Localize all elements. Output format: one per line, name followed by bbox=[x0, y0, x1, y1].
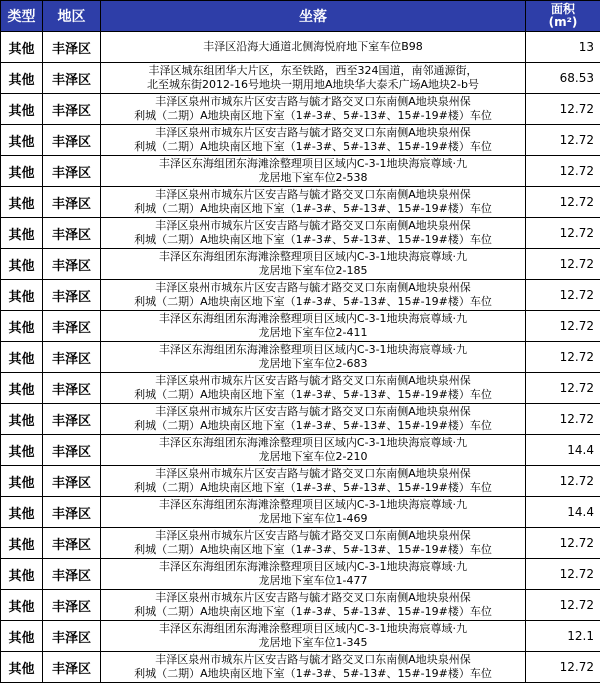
row-area-cell: 12.72 bbox=[526, 466, 600, 497]
row-region-cell: 丰泽区 bbox=[43, 652, 101, 683]
row-location-cell: 丰泽区泉州市城东片区安吉路与毓才路交叉口东南侧A地块泉州保 利城（二期）A地块南区地下室（1#-3#、5#-13#、15#-19#楼）车位 bbox=[101, 373, 526, 404]
row-region-cell: 丰泽区 bbox=[43, 280, 101, 311]
header-type: 类型 bbox=[1, 1, 43, 32]
table-row bbox=[1, 435, 600, 466]
table-row bbox=[1, 311, 600, 342]
row-area-cell: 12.72 bbox=[526, 187, 600, 218]
row-region-cell: 丰泽区 bbox=[43, 373, 101, 404]
table-row bbox=[1, 559, 600, 590]
row-area-cell: 12.72 bbox=[526, 528, 600, 559]
row-region-cell: 丰泽区 bbox=[43, 435, 101, 466]
row-area-cell: 12.72 bbox=[526, 373, 600, 404]
row-type-cell: 其他 bbox=[1, 466, 43, 497]
row-location-cell: 丰泽区泉州市城东片区安吉路与毓才路交叉口东南侧A地块泉州保 利城（二期）A地块南区地下室（1#-3#、5#-13#、15#-19#楼）车位 bbox=[101, 94, 526, 125]
row-type-cell: 其他 bbox=[1, 528, 43, 559]
row-type-cell: 其他 bbox=[1, 280, 43, 311]
header-area-label: 面积 bbox=[550, 2, 575, 16]
row-type-cell: 其他 bbox=[1, 311, 43, 342]
row-type-cell: 其他 bbox=[1, 404, 43, 435]
row-area-cell: 12.1 bbox=[526, 621, 600, 652]
row-location-cell: 丰泽区泉州市城东片区安吉路与毓才路交叉口东南侧A地块泉州保 利城（二期）A地块南区地下室（1#-3#、5#-13#、15#-19#楼）车位 bbox=[101, 466, 526, 497]
row-region-cell: 丰泽区 bbox=[43, 404, 101, 435]
row-area-cell: 12.72 bbox=[526, 652, 600, 683]
header-area-unit: (m²) bbox=[548, 15, 578, 29]
row-region-cell: 丰泽区 bbox=[43, 528, 101, 559]
row-type-cell: 其他 bbox=[1, 187, 43, 218]
row-type-cell: 其他 bbox=[1, 125, 43, 156]
row-area-cell: 12.72 bbox=[526, 249, 600, 280]
row-area-cell: 14.4 bbox=[526, 497, 600, 528]
table-row bbox=[1, 497, 600, 528]
row-location-cell: 丰泽区泉州市城东片区安吉路与毓才路交叉口东南侧A地块泉州保 利城（二期）A地块南区地下室（1#-3#、5#-13#、15#-19#楼）车位 bbox=[101, 125, 526, 156]
row-area-cell: 12.72 bbox=[526, 218, 600, 249]
row-region-cell: 丰泽区 bbox=[43, 249, 101, 280]
row-location-cell: 丰泽区泉州市城东片区安吉路与毓才路交叉口东南侧A地块泉州保 利城（二期）A地块南区地下室（1#-3#、5#-13#、15#-19#楼）车位 bbox=[101, 404, 526, 435]
row-region-cell: 丰泽区 bbox=[43, 621, 101, 652]
row-area-cell: 13 bbox=[526, 32, 600, 63]
row-region-cell: 丰泽区 bbox=[43, 497, 101, 528]
row-type-cell: 其他 bbox=[1, 342, 43, 373]
header-row bbox=[1, 1, 600, 32]
table-row bbox=[1, 32, 600, 63]
table-row bbox=[1, 528, 600, 559]
header-location: 坐落 bbox=[101, 1, 526, 32]
row-region-cell: 丰泽区 bbox=[43, 590, 101, 621]
row-region-cell: 丰泽区 bbox=[43, 559, 101, 590]
row-type-cell: 其他 bbox=[1, 590, 43, 621]
table-row bbox=[1, 125, 600, 156]
row-location-cell: 丰泽区沿海大通道北侧海悦府地下室车位B98 bbox=[101, 32, 526, 63]
row-region-cell: 丰泽区 bbox=[43, 63, 101, 94]
table-row bbox=[1, 249, 600, 280]
row-type-cell: 其他 bbox=[1, 156, 43, 187]
row-location-cell: 丰泽区东海组团东海滩涂整理项目区域内C-3-1地块海宸尊域·九 龙居地下室车位1-469 bbox=[101, 497, 526, 528]
row-type-cell: 其他 bbox=[1, 94, 43, 125]
row-location-cell: 丰泽区东海组团东海滩涂整理项目区域内C-3-1地块海宸尊域·九 龙居地下室车位1-477 bbox=[101, 559, 526, 590]
table-row bbox=[1, 466, 600, 497]
row-location-cell: 丰泽区东海组团东海滩涂整理项目区域内C-3-1地块海宸尊域·九 龙居地下室车位2-210 bbox=[101, 435, 526, 466]
row-region-cell: 丰泽区 bbox=[43, 156, 101, 187]
row-location-cell: 丰泽区东海组团东海滩涂整理项目区域内C-3-1地块海宸尊域·九 龙居地下室车位2-538 bbox=[101, 156, 526, 187]
row-region-cell: 丰泽区 bbox=[43, 311, 101, 342]
header-area bbox=[526, 1, 600, 32]
row-location-cell: 丰泽区东海组团东海滩涂整理项目区域内C-3-1地块海宸尊域·九 龙居地下室车位2-683 bbox=[101, 342, 526, 373]
row-type-cell: 其他 bbox=[1, 559, 43, 590]
row-area-cell: 12.72 bbox=[526, 280, 600, 311]
row-area-cell: 12.72 bbox=[526, 94, 600, 125]
row-area-cell: 12.72 bbox=[526, 125, 600, 156]
row-type-cell: 其他 bbox=[1, 32, 43, 63]
table-row bbox=[1, 280, 600, 311]
row-type-cell: 其他 bbox=[1, 63, 43, 94]
table-row bbox=[1, 373, 600, 404]
row-location-cell: 丰泽区泉州市城东片区安吉路与毓才路交叉口东南侧A地块泉州保 利城（二期）A地块南区地下室（1#-3#、5#-13#、15#-19#楼）车位 bbox=[101, 187, 526, 218]
row-area-cell: 12.72 bbox=[526, 156, 600, 187]
row-region-cell: 丰泽区 bbox=[43, 94, 101, 125]
row-area-cell: 68.53 bbox=[526, 63, 600, 94]
table-row bbox=[1, 652, 600, 683]
row-type-cell: 其他 bbox=[1, 249, 43, 280]
row-type-cell: 其他 bbox=[1, 218, 43, 249]
header-region: 地区 bbox=[43, 1, 101, 32]
table-row bbox=[1, 621, 600, 652]
row-region-cell: 丰泽区 bbox=[43, 218, 101, 249]
row-location-cell: 丰泽区泉州市城东片区安吉路与毓才路交叉口东南侧A地块泉州保 利城（二期）A地块南区地下室（1#-3#、5#-13#、15#-19#楼）车位 bbox=[101, 280, 526, 311]
row-type-cell: 其他 bbox=[1, 652, 43, 683]
row-area-cell: 12.72 bbox=[526, 342, 600, 373]
row-location-cell: 丰泽区城东组团华大片区，东至铁路，西至324国道，南邻通源街， 北至城东街2012-16号地块一期用地A地块华大泰禾广场A地块2-b号 bbox=[101, 63, 526, 94]
table-row bbox=[1, 218, 600, 249]
row-type-cell: 其他 bbox=[1, 373, 43, 404]
row-location-cell: 丰泽区泉州市城东片区安吉路与毓才路交叉口东南侧A地块泉州保 利城（二期）A地块南区地下室（1#-3#、5#-13#、15#-19#楼）车位 bbox=[101, 590, 526, 621]
row-location-cell: 丰泽区东海组团东海滩涂整理项目区域内C-3-1地块海宸尊域·九 龙居地下室车位2-411 bbox=[101, 311, 526, 342]
table-row bbox=[1, 156, 600, 187]
row-area-cell: 12.72 bbox=[526, 404, 600, 435]
table-row bbox=[1, 63, 600, 94]
table-row bbox=[1, 590, 600, 621]
row-location-cell: 丰泽区东海组团东海滩涂整理项目区域内C-3-1地块海宸尊域·九 龙居地下室车位1-345 bbox=[101, 621, 526, 652]
row-area-cell: 14.4 bbox=[526, 435, 600, 466]
row-location-cell: 丰泽区泉州市城东片区安吉路与毓才路交叉口东南侧A地块泉州保 利城（二期）A地块南区地下室（1#-3#、5#-13#、15#-19#楼）车位 bbox=[101, 528, 526, 559]
row-location-cell: 丰泽区泉州市城东片区安吉路与毓才路交叉口东南侧A地块泉州保 利城（二期）A地块南区地下室（1#-3#、5#-13#、15#-19#楼）车位 bbox=[101, 652, 526, 683]
row-region-cell: 丰泽区 bbox=[43, 32, 101, 63]
row-type-cell: 其他 bbox=[1, 621, 43, 652]
table-row bbox=[1, 404, 600, 435]
row-region-cell: 丰泽区 bbox=[43, 125, 101, 156]
row-type-cell: 其他 bbox=[1, 497, 43, 528]
row-location-cell: 丰泽区泉州市城东片区安吉路与毓才路交叉口东南侧A地块泉州保 利城（二期）A地块南区地下室（1#-3#、5#-13#、15#-19#楼）车位 bbox=[101, 218, 526, 249]
row-area-cell: 12.72 bbox=[526, 559, 600, 590]
row-region-cell: 丰泽区 bbox=[43, 342, 101, 373]
row-type-cell: 其他 bbox=[1, 435, 43, 466]
table-row bbox=[1, 94, 600, 125]
row-location-cell: 丰泽区东海组团东海滩涂整理项目区域内C-3-1地块海宸尊域·九 龙居地下室车位2-185 bbox=[101, 249, 526, 280]
table-row bbox=[1, 187, 600, 218]
row-region-cell: 丰泽区 bbox=[43, 466, 101, 497]
row-area-cell: 12.72 bbox=[526, 311, 600, 342]
table-row bbox=[1, 342, 600, 373]
row-region-cell: 丰泽区 bbox=[43, 187, 101, 218]
row-area-cell: 12.72 bbox=[526, 590, 600, 621]
